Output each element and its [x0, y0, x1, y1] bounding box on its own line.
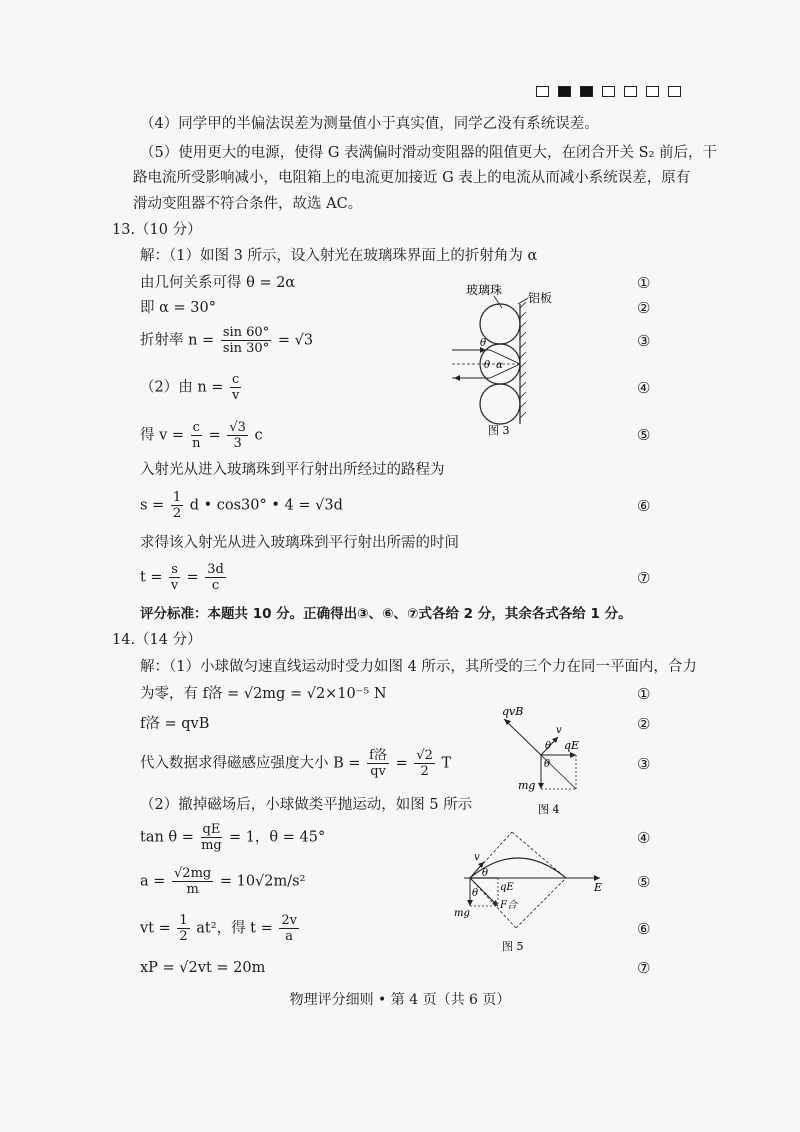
eq-text: c: [254, 427, 263, 444]
fig5-F: F合: [500, 900, 517, 911]
eq-number: ④: [637, 379, 651, 397]
numerator: c: [232, 372, 240, 387]
denominator: n: [192, 436, 201, 451]
q13-eq5: [140, 420, 263, 451]
fig3-glass-label: 玻璃珠: [466, 283, 503, 297]
eq-text: T: [441, 755, 452, 772]
fraction: [230, 372, 241, 403]
eq-text: t =: [140, 569, 163, 586]
fraction: [172, 866, 213, 897]
page-mark: [580, 86, 593, 97]
numerator: qE: [202, 822, 221, 837]
answer-part-5-line3: 滑动变阻器不符合条件，故选 AC。: [133, 196, 363, 212]
fig3-caption: 图 3: [488, 424, 510, 436]
page-mark: [536, 86, 549, 97]
page-footer: 物理评分细则 • 第 4 页（共 6 页）: [289, 992, 511, 1008]
fraction: [201, 822, 223, 853]
fig4-qvB: qvB: [502, 705, 524, 718]
arrow-head: [538, 783, 544, 789]
page-mark: [624, 86, 637, 97]
q14-eq6: [140, 913, 301, 944]
denominator: 2: [179, 929, 188, 944]
denominator: v: [232, 388, 240, 403]
fraction: [171, 490, 183, 521]
numerator: 2v: [281, 913, 297, 928]
q13-heading: 13.（10 分）: [112, 222, 202, 238]
q14-eq7: xP = √2vt = 20m: [140, 960, 266, 976]
angle-label: θ: [484, 360, 491, 371]
eq-text: （2）由 n =: [140, 379, 224, 396]
fraction: [227, 420, 248, 451]
eq-text: = √3: [277, 332, 314, 349]
fig5-theta: θ: [472, 888, 479, 899]
fig4-mg: mg: [518, 779, 536, 792]
q13-scoring: 评分标准：本题共 10 分。正确得出③、⑥、⑦式各给 2 分，其余各式各给 1 分。: [140, 606, 632, 622]
fraction: [221, 325, 271, 356]
eq-text: d • cos30° • 4 = √3d: [189, 497, 343, 514]
fig5-qE: qE: [500, 882, 514, 893]
q13-eq6: [140, 490, 343, 521]
eq-number: ⑥: [637, 497, 651, 515]
q14-eq2: f洛 = qvB: [140, 716, 210, 732]
q13-eq1: 由几何关系可得 θ = 2α: [140, 275, 296, 291]
numerator: f洛: [369, 748, 387, 763]
eq-number: ⑦: [637, 959, 651, 977]
denominator: v: [170, 578, 179, 593]
q13-time-text: 求得该入射光从进入玻璃珠到平行射出所需的时间: [140, 535, 459, 551]
eq-number: ③: [637, 332, 651, 350]
numerator: 1: [172, 490, 182, 505]
fig3-plate-label: 铝板: [528, 291, 553, 305]
denominator: a: [285, 929, 294, 944]
eq-number: ⑤: [637, 426, 651, 444]
eq-text: = 10√2m/s²: [219, 873, 306, 890]
page-mark: [668, 86, 681, 97]
denominator: qv: [370, 764, 386, 779]
eq-text: =: [395, 755, 408, 772]
q13-eq4: [140, 372, 243, 403]
q13-intro: 解：（1）如图 3 所示，设入射光在玻璃珠界面上的折射角为 α: [140, 248, 538, 264]
eq-number: ①: [637, 274, 651, 292]
theta-label: θ: [480, 338, 487, 349]
q14-eq4: [140, 822, 325, 853]
fraction: [205, 562, 226, 593]
denominator: 2: [172, 506, 182, 521]
eq-text: 得 v =: [140, 427, 185, 444]
fig4-theta: θ: [545, 741, 552, 752]
eq-text: s =: [140, 497, 165, 514]
page-mark: [558, 86, 571, 97]
answer-part-5-line1: （5）使用更大的电源，使得 G 表满偏时滑动变阻器的阻值更大，在闭合开关 S₂ 前后，干: [140, 145, 717, 161]
fraction: [191, 420, 202, 451]
plate-hatching: [520, 302, 526, 418]
fraction: [414, 748, 435, 779]
eq-text: 代入数据求得磁感应强度大小 B =: [140, 755, 361, 772]
eq-number: ①: [637, 685, 651, 703]
fig4-qE: qE: [564, 739, 580, 752]
dashed-line: [512, 832, 566, 878]
arrow-head: [570, 752, 576, 758]
q14-eq1: 为零，有 f洛 = √2mg = √2×10⁻⁵ N: [140, 686, 387, 702]
arrow-head: [467, 900, 473, 906]
fraction: [279, 913, 299, 944]
fig4-theta: θ: [544, 759, 551, 770]
eq-number: ⑥: [637, 920, 651, 938]
answer-part-5-line2: 路电流所受影响减小，电阻箱上的电流更加接近 G 表上的电流从而减小系统误差，原有: [133, 170, 691, 186]
arrow-head: [454, 375, 460, 381]
denominator: sin 30°: [222, 341, 270, 356]
eq-number: ③: [637, 755, 651, 773]
q14-heading: 14.（14 分）: [112, 632, 202, 648]
eq-text: =: [186, 569, 199, 586]
denominator: 2: [420, 764, 429, 779]
eq-text: tan θ =: [140, 829, 194, 846]
eq-number: ②: [637, 715, 651, 733]
fig5-theta: θ: [482, 868, 489, 879]
q13-eq3: [140, 325, 313, 356]
angle-label: α: [496, 360, 503, 371]
numerator: s: [171, 562, 178, 577]
glass-bead: [480, 384, 520, 424]
q14-part2-text: （2）撤掉磁场后，小球做类平抛运动，如图 5 所示: [140, 797, 473, 813]
eq-text: = 1，θ = 45°: [228, 829, 326, 846]
dashed-line: [516, 878, 566, 928]
figure-5: [450, 826, 610, 956]
fig5-mg: mg: [454, 908, 470, 919]
page-indicator: [536, 86, 681, 97]
eq-text: at²，得 t =: [196, 920, 273, 937]
numerator: sin 60°: [222, 325, 270, 340]
answer-part-4: （4）同学甲的半偏法误差为测量值小于真实值，同学乙没有系统误差。: [140, 116, 599, 132]
eq-text: =: [208, 427, 221, 444]
leader-line: [518, 298, 528, 304]
denominator: mg: [201, 838, 222, 853]
eq-number: ⑤: [637, 873, 651, 891]
fraction: [367, 748, 389, 779]
fig4-v: v: [556, 725, 562, 736]
figure-3: [448, 276, 558, 436]
q13-eq2: 即 α = 30°: [140, 300, 216, 316]
q14-eq5: [140, 866, 305, 897]
fraction: [177, 913, 189, 944]
numerator: 1: [179, 913, 188, 928]
fraction: [169, 562, 180, 593]
numerator: √2: [416, 748, 433, 763]
page-mark: [646, 86, 659, 97]
denominator: 3: [233, 436, 242, 451]
q13-path-text: 入射光从进入玻璃珠到平行射出所经过的路程为: [140, 462, 445, 478]
fig5-E: E: [594, 881, 603, 894]
leader-line: [494, 296, 502, 308]
denominator: m: [186, 882, 199, 897]
eq-number: ②: [637, 299, 651, 317]
eq-text: a =: [140, 873, 166, 890]
fig5-caption: 图 5: [502, 940, 524, 953]
figure-4: [496, 705, 606, 820]
numerator: √3: [229, 420, 246, 435]
eq-text: vt =: [140, 920, 171, 937]
q13-eq7: [140, 562, 228, 593]
numerator: √2mg: [174, 866, 212, 881]
fig5-v: v: [474, 852, 480, 863]
fig4-caption: 图 4: [538, 803, 560, 816]
eq-number: ④: [637, 829, 651, 847]
denominator: c: [211, 578, 220, 593]
page-mark: [602, 86, 615, 97]
eq-number: ⑦: [637, 569, 651, 587]
lorentz-force-arrow: [504, 719, 541, 755]
numerator: c: [192, 420, 200, 435]
q14-eq3: [140, 748, 451, 779]
numerator: 3d: [207, 562, 224, 577]
q14-intro: 解：（1）小球做匀速直线运动时受力如图 4 所示，其所受的三个力在同一平面内，合力: [140, 659, 697, 675]
eq-text: 折射率 n =: [140, 332, 215, 349]
